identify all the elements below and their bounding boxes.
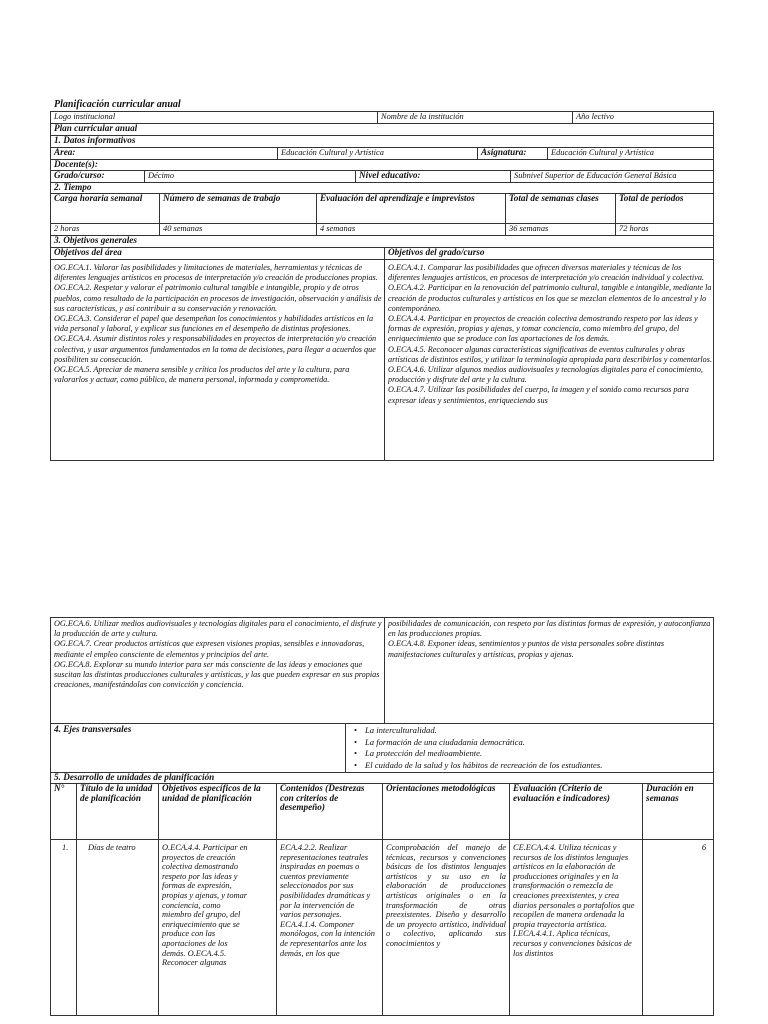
weekly-hours-header: Carga horaria semanal	[54, 193, 143, 203]
area-value: Educación Cultural y Artística	[281, 148, 384, 157]
list-item	[354, 748, 710, 760]
evaluation-header: Evaluación (Criterio de evaluación e indicadores)	[513, 783, 610, 803]
grade-objective: O.ECA.4.1. Comparar las posibilidades que ofrecen diversos materiales y técnicas de los diferentes lenguajes artísticos, en procesos de interpretación y/o creación individual y colectiva.	[388, 263, 704, 283]
total-periods-header: Total de períodos	[619, 193, 684, 203]
area-label: Área:	[54, 147, 76, 157]
grade-value: Décimo	[148, 171, 175, 180]
grade-objectives-label: Objetivos del grado/curso	[388, 247, 485, 257]
institution-label: Nombre de la institución	[381, 112, 464, 121]
list-item-text: El cuidado de la salud y los hábitos de recreación de los estudiantes.	[365, 759, 603, 770]
units-header-5	[509, 783, 643, 840]
list-item-text: La protección del medioambiente.	[365, 748, 483, 759]
list-item-text: La formación de una ciudadanía democrática.	[365, 736, 525, 747]
bullet-icon: •	[354, 748, 358, 759]
subject-label: Asignatura:	[481, 147, 527, 157]
area-objective: OG.ECA.4. Asumir distintos roles y responsabilidades en proyectos de interpretación y/o creación colectiva, y usar argumentos fundamentados en la toma de decisiones, para llegar a acuerdos que posibiliten su consecución.	[54, 334, 377, 364]
unit-duration-cell	[642, 839, 714, 1016]
section2-label: 2. Tiempo	[54, 182, 92, 192]
area-objectives-label: Objetivos del área	[54, 247, 122, 257]
contents-header: Contenidos (Destrezas con criterios de desempeño)	[280, 783, 365, 813]
subject-value: Educación Cultural y Artística	[551, 148, 654, 157]
time-header-3	[505, 193, 616, 224]
area-objectives-cont-list	[54, 619, 382, 721]
area-objective: OG.ECA.2. Respetar y valorar el patrimonio cultural tangible e intangible, propio y de otros pueblos, como resultado de la participación en procesos de investigación, observación y análisis de sus características, y así contribuir a su conservación y renovación.	[54, 283, 382, 313]
transversal-axes-list	[354, 725, 710, 771]
bullet-icon: •	[354, 736, 358, 747]
unit-contents: ECA.4.2.2. Realizar representaciones teatrales inspiradas en poemas o cuentos previamente seleccionados por sus posibilidades dramáticas y por la intervención de varios personajes. ECA.4.1.4. Componer monólogos, con la intención de representarlos ante los demás, en los que	[280, 843, 375, 958]
evaluation-weeks-value: 4 semanas	[320, 224, 356, 233]
work-weeks-value: 40 semanas	[163, 224, 203, 233]
weekly-hours-value: 2 horas	[54, 224, 80, 233]
bullet-icon: •	[354, 725, 358, 735]
time-header-2	[316, 193, 506, 224]
class-weeks-header: Total de semanas clases	[509, 193, 599, 203]
section5-label: 5. Desarrollo de unidades de planificación	[54, 772, 215, 782]
units-header-6	[642, 783, 714, 840]
level-label: Nivel educativo:	[359, 170, 421, 180]
unit-objectives: O.ECA.4.4. Participar en proyectos de creación colectiva demostrando respeto por las ideas y formas de expresión, propias y ajenas, y tomar conciencia, como miembro del grupo, del enriquecimiento que se produce con las aportaciones de los demás. O.ECA.4.5. Reconocer algunas	[162, 843, 248, 968]
unit-evaluation-cell	[509, 839, 643, 1016]
grade-objective: O.ECA.4.5. Reconocer algunas características significativas de eventos culturales y obras artísticas de distintos estilos, y utilizar la terminología apropiada para describirlos y comentarlos.	[388, 344, 712, 364]
area-objective: OG.ECA.3. Considerar el papel que desempeñan los conocimientos y habilidades artísticos en la vida personal y laboral, y explicar sus funciones en el desempeño de distintas profesiones.	[54, 314, 374, 334]
level-value: Subnivel Superior de Educación General Básica	[514, 171, 677, 180]
grade-objective: O.ECA.4.7. Utilizar las posibilidades del cuerpo, la imagen y el sonido como recursos para expresar ideas y sentimientos, enriqueciendo sus	[388, 385, 689, 405]
area-objective: OG.ECA.1. Valorar las posibilidades y limitaciones de materiales, herramientas y técnicas de diferentes lenguajes artísticos en procesos de interpretación y/o creación de producciones propias.	[54, 263, 378, 283]
section4-title: 4. Ejes transversales	[54, 724, 132, 734]
unit-title-header: Título de la unidad de planificación	[80, 783, 153, 803]
list-item	[354, 737, 710, 749]
unit-num: 1.	[62, 843, 69, 852]
logo-label: Logo institucional	[54, 112, 116, 121]
unit-title-cell	[76, 839, 159, 1016]
grade-objective: O.ECA.4.4. Participar en proyectos de creación colectiva demostrando respeto por las ideas y formas de expresión, propias y ajenas, y tomar conciencia, como miembro del grupo, del enriquecimiento que se produce con las aportaciones de los demás.	[388, 314, 698, 344]
list-item	[354, 760, 710, 772]
time-header-0	[50, 193, 160, 224]
units-header-2	[158, 783, 277, 840]
grade-objective: O.ECA.4.2. Participar en la renovación del patrimonio cultural, tangible e intangible, mediante la creación de productos culturales y artísticos en los que se mezclan elementos de lo ancestral y lo contemporáneo.	[388, 283, 712, 313]
grade-objectives-cont-list	[388, 619, 712, 721]
list-item-text: La interculturalidad.	[365, 725, 437, 735]
units-header-4	[382, 783, 510, 840]
units-header-1	[76, 783, 159, 840]
time-header-4	[615, 193, 714, 224]
list-item	[354, 725, 710, 737]
units-header-3	[276, 783, 383, 840]
unit-objectives-cell	[158, 839, 277, 1016]
unit-methodology: Ccomprobación del manejo de técnicas, recursos y convenciones básicas de los distintos lenguajes artísticos y su uso en la elaboración de producciones artísticas originales o en la transformación de otras preexistentes. Diseño y desarrollo de un proyecto artístico, individual o colectivo, aplicando sus conocimientos y	[386, 843, 506, 948]
plan-label: Plan curricular anual	[54, 123, 138, 133]
year-label: Año lectivo	[576, 112, 614, 121]
class-weeks-value: 36 semanas	[509, 224, 549, 233]
bullet-icon: •	[354, 759, 358, 770]
units-header-0	[50, 783, 77, 840]
grade-objective: O.ECA.4.6. Utilizar algunos medios audiovisuales y tecnologías digitales para el conocimiento, producción y disfrute del arte y la cultura.	[388, 365, 703, 385]
teachers-label: Docente(s):	[54, 159, 98, 169]
num-header: N°	[54, 783, 65, 793]
section3-label: 3. Objetivos generales	[54, 235, 137, 245]
unit-duration: 6	[701, 843, 706, 852]
section1-label: 1. Datos informativos	[54, 135, 136, 145]
evaluation-weeks-header: Evaluación del aprendizaje e imprevistos	[320, 193, 475, 203]
time-header-1	[159, 193, 317, 224]
area-objectives-list	[54, 263, 382, 459]
area-objective: OG.ECA.8. Explorar su mundo interior para ser más consciente de las ideas y emociones que suscitan las distintas producciones culturales y artísticas, y las que pueden expresar en sus propias creaciones, manifestándolas con convicción y conciencia.	[54, 659, 380, 690]
unit-title: Días de teatro	[88, 843, 136, 852]
specific-objectives-header: Objetivos específicos de la unidad de planificación	[162, 783, 261, 803]
area-objective: OG.ECA.6. Utilizar medios audiovisuales y tecnologías digitales para el conocimiento, el disfrute y la producción de arte y cultura.	[54, 619, 382, 639]
area-objective: OG.ECA.5. Apreciar de manera sensible y crítica los productos del arte y la cultura, para valorarlos y actuar, como público, de manera personal, informada y comprometida.	[54, 365, 350, 385]
area-objective: OG.ECA.7. Crear productos artísticos que expresen visiones propias, sensibles e innovadoras, mediante el empleo consciente de elementos y principios del arte.	[54, 639, 365, 659]
grade-label: Grado/curso:	[54, 170, 105, 180]
grade-objective: O.ECA.4.8. Exponer ideas, sentimientos y puntos de vista personales sobre distintas manifestaciones culturales y artísticas, propias y ajenas.	[388, 639, 664, 659]
unit-contents-cell	[276, 839, 383, 1016]
methodology-header: Orientaciones metodológicas	[386, 783, 496, 793]
grade-objective: posibilidades de comunicación, con respeto por las distintas formas de expresión, y autoconfianza en las producciones propias.	[388, 619, 711, 639]
unit-methodology-cell	[382, 839, 510, 1016]
unit-num-cell	[50, 839, 77, 1016]
total-periods-value: 72 horas	[619, 224, 649, 233]
page-title: Planificación curricular anual	[54, 99, 181, 110]
grade-objectives-list	[388, 263, 712, 459]
duration-header: Duración en semanas	[646, 783, 694, 803]
unit-evaluation: CE.ECA.4.4. Utiliza técnicas y recursos de los distintos lenguajes artísticos en la elaboración de producciones originales y en la transformación o remezcla de creaciones preexistentes, y crea diarios personales o portafolios que recopilen de manera ordenada la propia trayectoria artística. I.ECA.4.4.1. Aplica técnicas, recursos y convenciones básicos de los distintos	[513, 843, 635, 958]
work-weeks-header: Número de semanas de trabajo	[163, 193, 281, 203]
